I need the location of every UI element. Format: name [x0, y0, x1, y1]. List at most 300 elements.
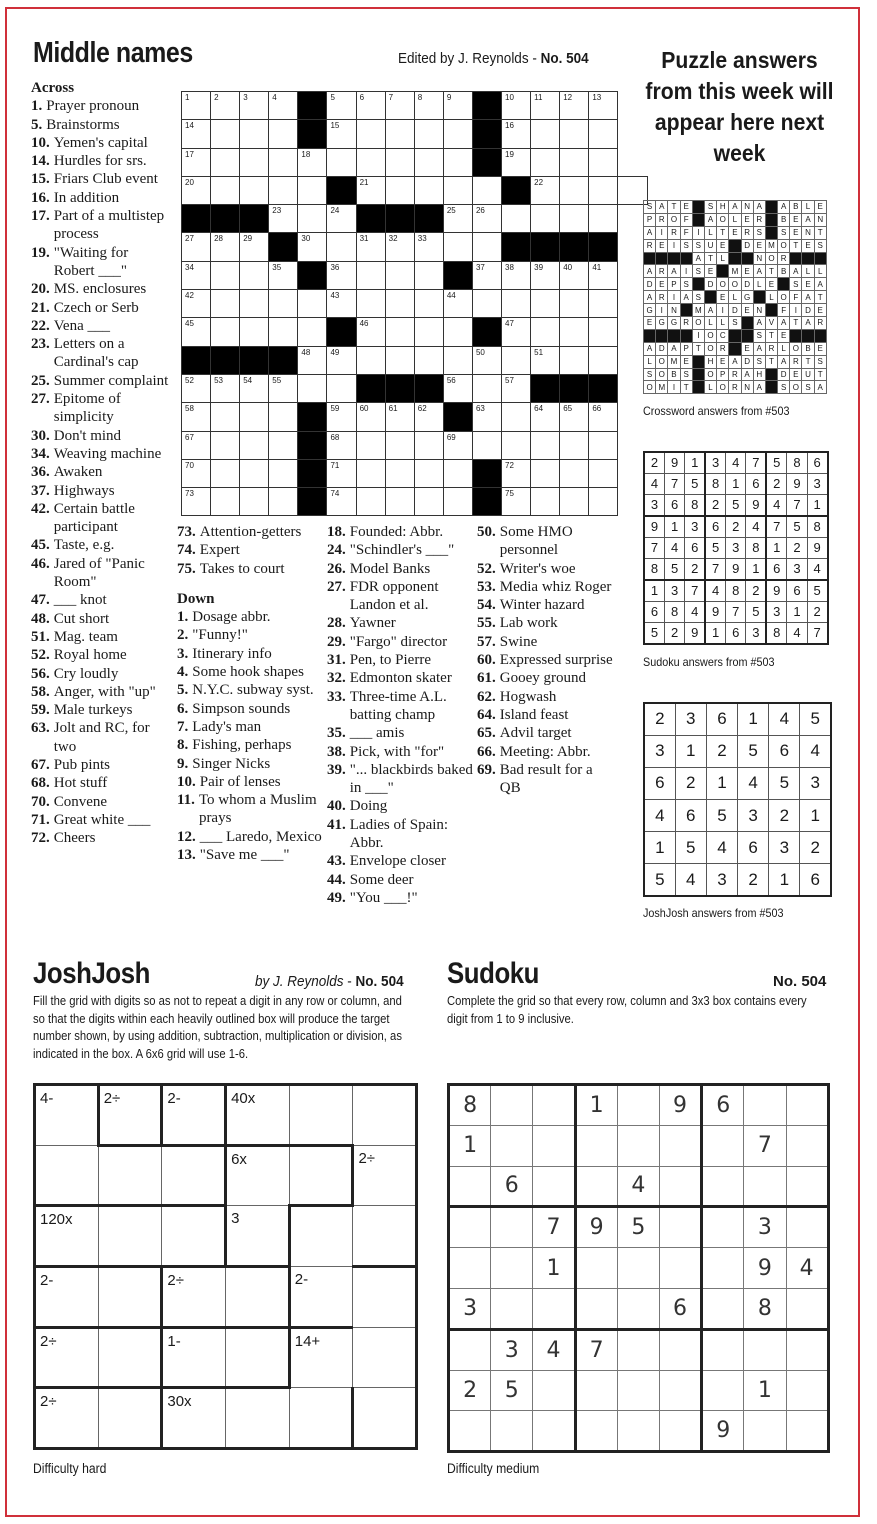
- crossword-cell[interactable]: [182, 290, 211, 318]
- joshjosh-cell[interactable]: [289, 1085, 353, 1146]
- crossword-cell[interactable]: [356, 120, 385, 148]
- crossword-cell[interactable]: [182, 261, 211, 289]
- sudoku-cell[interactable]: 6: [659, 1288, 701, 1329]
- sudoku-cell[interactable]: [617, 1085, 659, 1126]
- sudoku-cell[interactable]: 6: [491, 1166, 533, 1207]
- crossword-cell[interactable]: [182, 233, 211, 261]
- crossword-cell[interactable]: [385, 459, 414, 487]
- crossword-cell[interactable]: [269, 488, 298, 516]
- sudoku-cell[interactable]: [702, 1207, 744, 1248]
- crossword-cell[interactable]: [356, 148, 385, 176]
- crossword-cell[interactable]: [385, 318, 414, 346]
- crossword-cell[interactable]: [502, 148, 531, 176]
- sudoku-cell[interactable]: [575, 1411, 617, 1452]
- sudoku-cell[interactable]: [533, 1166, 575, 1207]
- crossword-cell[interactable]: [211, 459, 240, 487]
- joshjosh-cell[interactable]: 1-: [162, 1327, 226, 1388]
- sudoku-cell[interactable]: [491, 1411, 533, 1452]
- crossword-cell[interactable]: [531, 120, 560, 148]
- crossword-cell[interactable]: [385, 488, 414, 516]
- crossword-cell[interactable]: [327, 120, 356, 148]
- joshjosh-cell[interactable]: [353, 1085, 417, 1146]
- sudoku-cell[interactable]: [659, 1411, 701, 1452]
- crossword-cell[interactable]: [443, 459, 472, 487]
- crossword-cell[interactable]: [385, 346, 414, 374]
- crossword-cell[interactable]: [502, 459, 531, 487]
- crossword-cell[interactable]: [502, 403, 531, 431]
- crossword-cell[interactable]: [327, 261, 356, 289]
- joshjosh-cell[interactable]: [98, 1206, 162, 1267]
- crossword-cell[interactable]: [589, 261, 618, 289]
- sudoku-cell[interactable]: [449, 1411, 491, 1452]
- joshjosh-cell[interactable]: 2÷: [35, 1327, 99, 1388]
- sudoku-cell[interactable]: 3: [744, 1207, 786, 1248]
- joshjosh-cell[interactable]: 3: [226, 1206, 290, 1267]
- crossword-cell[interactable]: [269, 92, 298, 120]
- crossword-cell[interactable]: [502, 120, 531, 148]
- crossword-cell[interactable]: [240, 261, 269, 289]
- sudoku-cell[interactable]: [702, 1248, 744, 1289]
- crossword-cell[interactable]: [182, 459, 211, 487]
- joshjosh-cell[interactable]: 2÷: [98, 1085, 162, 1146]
- joshjosh-cell[interactable]: [98, 1327, 162, 1388]
- joshjosh-cell[interactable]: [353, 1388, 417, 1449]
- sudoku-cell[interactable]: 4: [533, 1329, 575, 1370]
- sudoku-cell[interactable]: 2: [449, 1370, 491, 1411]
- crossword-cell[interactable]: [560, 120, 589, 148]
- crossword-cell[interactable]: [472, 176, 501, 204]
- sudoku-cell[interactable]: [575, 1125, 617, 1166]
- joshjosh-cell[interactable]: 2-: [289, 1267, 353, 1328]
- crossword-cell[interactable]: [356, 318, 385, 346]
- crossword-cell[interactable]: [560, 261, 589, 289]
- crossword-cell[interactable]: [327, 205, 356, 233]
- crossword-cell[interactable]: [560, 205, 589, 233]
- crossword-cell[interactable]: [443, 374, 472, 402]
- crossword-cell[interactable]: [269, 431, 298, 459]
- crossword-cell[interactable]: [443, 92, 472, 120]
- sudoku-cell[interactable]: 1: [533, 1248, 575, 1289]
- joshjosh-cell[interactable]: [98, 1388, 162, 1449]
- crossword-cell[interactable]: [356, 261, 385, 289]
- crossword-cell[interactable]: [211, 290, 240, 318]
- crossword-cell[interactable]: [560, 459, 589, 487]
- sudoku-cell[interactable]: 3: [449, 1288, 491, 1329]
- crossword-cell[interactable]: [414, 120, 443, 148]
- crossword-cell[interactable]: [327, 92, 356, 120]
- crossword-cell[interactable]: [502, 488, 531, 516]
- crossword-cell[interactable]: [502, 290, 531, 318]
- crossword-cell[interactable]: [211, 318, 240, 346]
- crossword-cell[interactable]: [589, 403, 618, 431]
- sudoku-cell[interactable]: [786, 1411, 828, 1452]
- sudoku-cell[interactable]: [491, 1085, 533, 1126]
- sudoku-cell[interactable]: 6: [702, 1085, 744, 1126]
- crossword-cell[interactable]: [182, 176, 211, 204]
- sudoku-cell[interactable]: [491, 1207, 533, 1248]
- crossword-cell[interactable]: [414, 233, 443, 261]
- crossword-cell[interactable]: [589, 176, 618, 204]
- crossword-cell[interactable]: [443, 488, 472, 516]
- crossword-cell[interactable]: [211, 403, 240, 431]
- crossword-cell[interactable]: [385, 290, 414, 318]
- crossword-cell[interactable]: [356, 346, 385, 374]
- crossword-cell[interactable]: [356, 431, 385, 459]
- crossword-cell[interactable]: [560, 403, 589, 431]
- sudoku-cell[interactable]: [786, 1166, 828, 1207]
- joshjosh-cell[interactable]: [226, 1327, 290, 1388]
- joshjosh-cell[interactable]: [35, 1145, 99, 1206]
- crossword-cell[interactable]: [531, 92, 560, 120]
- sudoku-cell[interactable]: 8: [744, 1288, 786, 1329]
- crossword-cell[interactable]: [327, 290, 356, 318]
- joshjosh-cell[interactable]: 14+: [289, 1327, 353, 1388]
- crossword-cell[interactable]: [589, 92, 618, 120]
- crossword-cell[interactable]: [531, 261, 560, 289]
- crossword-cell[interactable]: [269, 403, 298, 431]
- crossword-cell[interactable]: [356, 290, 385, 318]
- crossword-cell[interactable]: [414, 318, 443, 346]
- crossword-cell[interactable]: [182, 148, 211, 176]
- crossword-cell[interactable]: [589, 205, 618, 233]
- sudoku-cell[interactable]: [744, 1329, 786, 1370]
- crossword-cell[interactable]: [531, 488, 560, 516]
- crossword-cell[interactable]: [443, 205, 472, 233]
- sudoku-cell[interactable]: [702, 1288, 744, 1329]
- crossword-cell[interactable]: [269, 459, 298, 487]
- crossword-cell[interactable]: [298, 176, 327, 204]
- sudoku-cell[interactable]: [533, 1288, 575, 1329]
- crossword-cell[interactable]: [269, 120, 298, 148]
- sudoku-cell[interactable]: [786, 1288, 828, 1329]
- sudoku-cell[interactable]: [449, 1329, 491, 1370]
- crossword-cell[interactable]: [531, 346, 560, 374]
- crossword-cell[interactable]: [385, 148, 414, 176]
- crossword-cell[interactable]: [240, 488, 269, 516]
- sudoku-cell[interactable]: [533, 1411, 575, 1452]
- crossword-cell[interactable]: [560, 92, 589, 120]
- crossword-cell[interactable]: [327, 488, 356, 516]
- crossword-cell[interactable]: [356, 176, 385, 204]
- crossword-cell[interactable]: [414, 92, 443, 120]
- crossword-cell[interactable]: [211, 374, 240, 402]
- sudoku-cell[interactable]: [617, 1248, 659, 1289]
- crossword-cell[interactable]: [211, 92, 240, 120]
- crossword-cell[interactable]: [502, 261, 531, 289]
- sudoku-cell[interactable]: 9: [659, 1085, 701, 1126]
- crossword-cell[interactable]: [240, 403, 269, 431]
- sudoku-cell[interactable]: 7: [575, 1329, 617, 1370]
- crossword-cell[interactable]: [182, 403, 211, 431]
- crossword-cell[interactable]: [327, 148, 356, 176]
- crossword-cell[interactable]: [182, 318, 211, 346]
- crossword-cell[interactable]: [211, 176, 240, 204]
- sudoku-cell[interactable]: 9: [744, 1248, 786, 1289]
- sudoku-cell[interactable]: [786, 1329, 828, 1370]
- crossword-cell[interactable]: [560, 346, 589, 374]
- crossword-cell[interactable]: [182, 374, 211, 402]
- joshjosh-grid[interactable]: [33, 1083, 418, 1450]
- crossword-cell[interactable]: [182, 120, 211, 148]
- crossword-cell[interactable]: [327, 459, 356, 487]
- crossword-cell[interactable]: [269, 318, 298, 346]
- sudoku-cell[interactable]: [702, 1370, 744, 1411]
- crossword-cell[interactable]: [443, 176, 472, 204]
- sudoku-cell[interactable]: [659, 1166, 701, 1207]
- joshjosh-cell[interactable]: [353, 1327, 417, 1388]
- sudoku-cell[interactable]: [702, 1166, 744, 1207]
- sudoku-cell[interactable]: [786, 1085, 828, 1126]
- sudoku-cell[interactable]: [617, 1125, 659, 1166]
- crossword-cell[interactable]: [443, 290, 472, 318]
- crossword-cell[interactable]: [560, 431, 589, 459]
- sudoku-cell[interactable]: [744, 1411, 786, 1452]
- sudoku-cell[interactable]: [659, 1207, 701, 1248]
- joshjosh-cell[interactable]: [162, 1206, 226, 1267]
- sudoku-cell[interactable]: [744, 1085, 786, 1126]
- crossword-cell[interactable]: [240, 120, 269, 148]
- sudoku-cell[interactable]: 1: [575, 1085, 617, 1126]
- crossword-cell[interactable]: [240, 148, 269, 176]
- crossword-cell[interactable]: [414, 346, 443, 374]
- sudoku-cell[interactable]: 1: [449, 1125, 491, 1166]
- sudoku-cell[interactable]: [575, 1370, 617, 1411]
- joshjosh-cell[interactable]: 2-: [162, 1085, 226, 1146]
- crossword-cell[interactable]: [240, 431, 269, 459]
- crossword-cell[interactable]: [356, 459, 385, 487]
- sudoku-cell[interactable]: 5: [617, 1207, 659, 1248]
- sudoku-cell[interactable]: [449, 1248, 491, 1289]
- crossword-cell[interactable]: [589, 318, 618, 346]
- joshjosh-cell[interactable]: [289, 1388, 353, 1449]
- sudoku-cell[interactable]: [702, 1125, 744, 1166]
- sudoku-cell[interactable]: [702, 1329, 744, 1370]
- crossword-cell[interactable]: [589, 290, 618, 318]
- crossword-cell[interactable]: [472, 403, 501, 431]
- crossword-cell[interactable]: [531, 431, 560, 459]
- crossword-cell[interactable]: [443, 233, 472, 261]
- sudoku-cell[interactable]: [491, 1288, 533, 1329]
- joshjosh-cell[interactable]: [162, 1145, 226, 1206]
- crossword-cell[interactable]: [414, 176, 443, 204]
- crossword-cell[interactable]: [472, 261, 501, 289]
- crossword-cell[interactable]: [240, 176, 269, 204]
- crossword-cell[interactable]: [298, 233, 327, 261]
- crossword-cell[interactable]: [414, 290, 443, 318]
- crossword-cell[interactable]: [385, 92, 414, 120]
- crossword-cell[interactable]: [211, 488, 240, 516]
- sudoku-cell[interactable]: 7: [744, 1125, 786, 1166]
- sudoku-cell[interactable]: 4: [617, 1166, 659, 1207]
- crossword-cell[interactable]: [269, 374, 298, 402]
- sudoku-cell[interactable]: [659, 1125, 701, 1166]
- sudoku-cell[interactable]: [491, 1248, 533, 1289]
- crossword-cell[interactable]: [560, 290, 589, 318]
- crossword-cell[interactable]: [385, 176, 414, 204]
- sudoku-cell[interactable]: [533, 1085, 575, 1126]
- crossword-cell[interactable]: [502, 346, 531, 374]
- sudoku-cell[interactable]: [786, 1370, 828, 1411]
- crossword-cell[interactable]: [472, 431, 501, 459]
- crossword-cell[interactable]: [327, 346, 356, 374]
- crossword-cell[interactable]: [560, 318, 589, 346]
- crossword-grid[interactable]: [181, 91, 648, 516]
- crossword-cell[interactable]: [531, 176, 560, 204]
- crossword-cell[interactable]: [531, 290, 560, 318]
- sudoku-grid[interactable]: [447, 1083, 830, 1453]
- crossword-cell[interactable]: [560, 176, 589, 204]
- crossword-cell[interactable]: [298, 148, 327, 176]
- sudoku-cell[interactable]: 1: [744, 1370, 786, 1411]
- crossword-cell[interactable]: [443, 346, 472, 374]
- sudoku-cell[interactable]: [617, 1288, 659, 1329]
- sudoku-cell[interactable]: [575, 1248, 617, 1289]
- crossword-cell[interactable]: [356, 233, 385, 261]
- sudoku-cell[interactable]: 9: [575, 1207, 617, 1248]
- crossword-cell[interactable]: [414, 148, 443, 176]
- crossword-cell[interactable]: [531, 148, 560, 176]
- crossword-cell[interactable]: [327, 403, 356, 431]
- sudoku-cell[interactable]: [659, 1329, 701, 1370]
- crossword-cell[interactable]: [298, 318, 327, 346]
- joshjosh-cell[interactable]: [98, 1145, 162, 1206]
- crossword-cell[interactable]: [560, 148, 589, 176]
- sudoku-cell[interactable]: [575, 1166, 617, 1207]
- crossword-cell[interactable]: [385, 233, 414, 261]
- sudoku-cell[interactable]: [617, 1411, 659, 1452]
- crossword-cell[interactable]: [240, 290, 269, 318]
- sudoku-cell[interactable]: [659, 1248, 701, 1289]
- joshjosh-cell[interactable]: [98, 1267, 162, 1328]
- sudoku-cell[interactable]: [575, 1288, 617, 1329]
- sudoku-cell[interactable]: 8: [449, 1085, 491, 1126]
- crossword-cell[interactable]: [443, 120, 472, 148]
- crossword-cell[interactable]: [443, 431, 472, 459]
- crossword-cell[interactable]: [269, 148, 298, 176]
- crossword-cell[interactable]: [589, 346, 618, 374]
- crossword-cell[interactable]: [385, 403, 414, 431]
- crossword-cell[interactable]: [298, 346, 327, 374]
- joshjosh-cell[interactable]: [353, 1267, 417, 1328]
- crossword-cell[interactable]: [298, 205, 327, 233]
- crossword-cell[interactable]: [385, 261, 414, 289]
- crossword-cell[interactable]: [211, 261, 240, 289]
- joshjosh-cell[interactable]: [226, 1388, 290, 1449]
- crossword-cell[interactable]: [472, 233, 501, 261]
- crossword-cell[interactable]: [531, 318, 560, 346]
- crossword-cell[interactable]: [589, 488, 618, 516]
- crossword-cell[interactable]: [182, 431, 211, 459]
- crossword-cell[interactable]: [240, 459, 269, 487]
- crossword-cell[interactable]: [269, 290, 298, 318]
- crossword-cell[interactable]: [211, 431, 240, 459]
- crossword-cell[interactable]: [443, 148, 472, 176]
- crossword-cell[interactable]: [560, 488, 589, 516]
- sudoku-cell[interactable]: [449, 1166, 491, 1207]
- crossword-cell[interactable]: [211, 233, 240, 261]
- joshjosh-cell[interactable]: 120x: [35, 1206, 99, 1267]
- crossword-cell[interactable]: [589, 459, 618, 487]
- sudoku-cell[interactable]: 9: [702, 1411, 744, 1452]
- sudoku-cell[interactable]: [744, 1166, 786, 1207]
- sudoku-cell[interactable]: [617, 1370, 659, 1411]
- joshjosh-cell[interactable]: 2÷: [35, 1388, 99, 1449]
- crossword-cell[interactable]: [269, 205, 298, 233]
- crossword-cell[interactable]: [414, 459, 443, 487]
- joshjosh-cell[interactable]: 2-: [35, 1267, 99, 1328]
- sudoku-cell[interactable]: [786, 1207, 828, 1248]
- sudoku-cell[interactable]: [617, 1329, 659, 1370]
- crossword-cell[interactable]: [298, 374, 327, 402]
- crossword-cell[interactable]: [589, 148, 618, 176]
- crossword-cell[interactable]: [269, 176, 298, 204]
- crossword-cell[interactable]: [414, 261, 443, 289]
- crossword-cell[interactable]: [385, 120, 414, 148]
- crossword-cell[interactable]: [298, 290, 327, 318]
- joshjosh-cell[interactable]: 4-: [35, 1085, 99, 1146]
- sudoku-cell[interactable]: 4: [786, 1248, 828, 1289]
- crossword-cell[interactable]: [414, 431, 443, 459]
- crossword-cell[interactable]: [589, 120, 618, 148]
- crossword-cell[interactable]: [240, 233, 269, 261]
- crossword-cell[interactable]: [531, 459, 560, 487]
- joshjosh-cell[interactable]: [226, 1267, 290, 1328]
- crossword-cell[interactable]: [240, 318, 269, 346]
- crossword-cell[interactable]: [327, 233, 356, 261]
- crossword-cell[interactable]: [443, 318, 472, 346]
- sudoku-cell[interactable]: 5: [491, 1370, 533, 1411]
- joshjosh-cell[interactable]: [289, 1145, 353, 1206]
- crossword-cell[interactable]: [414, 488, 443, 516]
- crossword-cell[interactable]: [240, 374, 269, 402]
- crossword-cell[interactable]: [327, 431, 356, 459]
- sudoku-cell[interactable]: [491, 1125, 533, 1166]
- joshjosh-cell[interactable]: [353, 1206, 417, 1267]
- crossword-cell[interactable]: [502, 431, 531, 459]
- crossword-cell[interactable]: [211, 120, 240, 148]
- crossword-cell[interactable]: [356, 92, 385, 120]
- sudoku-cell[interactable]: [659, 1370, 701, 1411]
- crossword-cell[interactable]: [472, 346, 501, 374]
- crossword-cell[interactable]: [531, 403, 560, 431]
- crossword-cell[interactable]: [385, 431, 414, 459]
- crossword-cell[interactable]: [211, 148, 240, 176]
- sudoku-cell[interactable]: [449, 1207, 491, 1248]
- crossword-cell[interactable]: [269, 261, 298, 289]
- sudoku-cell[interactable]: [533, 1370, 575, 1411]
- sudoku-cell[interactable]: [533, 1125, 575, 1166]
- crossword-cell[interactable]: [502, 205, 531, 233]
- crossword-cell[interactable]: [182, 92, 211, 120]
- crossword-cell[interactable]: [472, 374, 501, 402]
- crossword-cell[interactable]: [502, 92, 531, 120]
- crossword-cell[interactable]: [414, 403, 443, 431]
- sudoku-cell[interactable]: [786, 1125, 828, 1166]
- joshjosh-cell[interactable]: 6x: [226, 1145, 290, 1206]
- crossword-cell[interactable]: [356, 488, 385, 516]
- crossword-cell[interactable]: [502, 374, 531, 402]
- joshjosh-cell[interactable]: 2÷: [162, 1267, 226, 1328]
- crossword-cell[interactable]: [531, 205, 560, 233]
- joshjosh-cell[interactable]: 2÷: [353, 1145, 417, 1206]
- crossword-cell[interactable]: [472, 205, 501, 233]
- crossword-cell[interactable]: [327, 374, 356, 402]
- crossword-cell[interactable]: [502, 318, 531, 346]
- crossword-cell[interactable]: [472, 290, 501, 318]
- joshjosh-cell[interactable]: [289, 1206, 353, 1267]
- sudoku-cell[interactable]: 7: [533, 1207, 575, 1248]
- crossword-cell[interactable]: [240, 92, 269, 120]
